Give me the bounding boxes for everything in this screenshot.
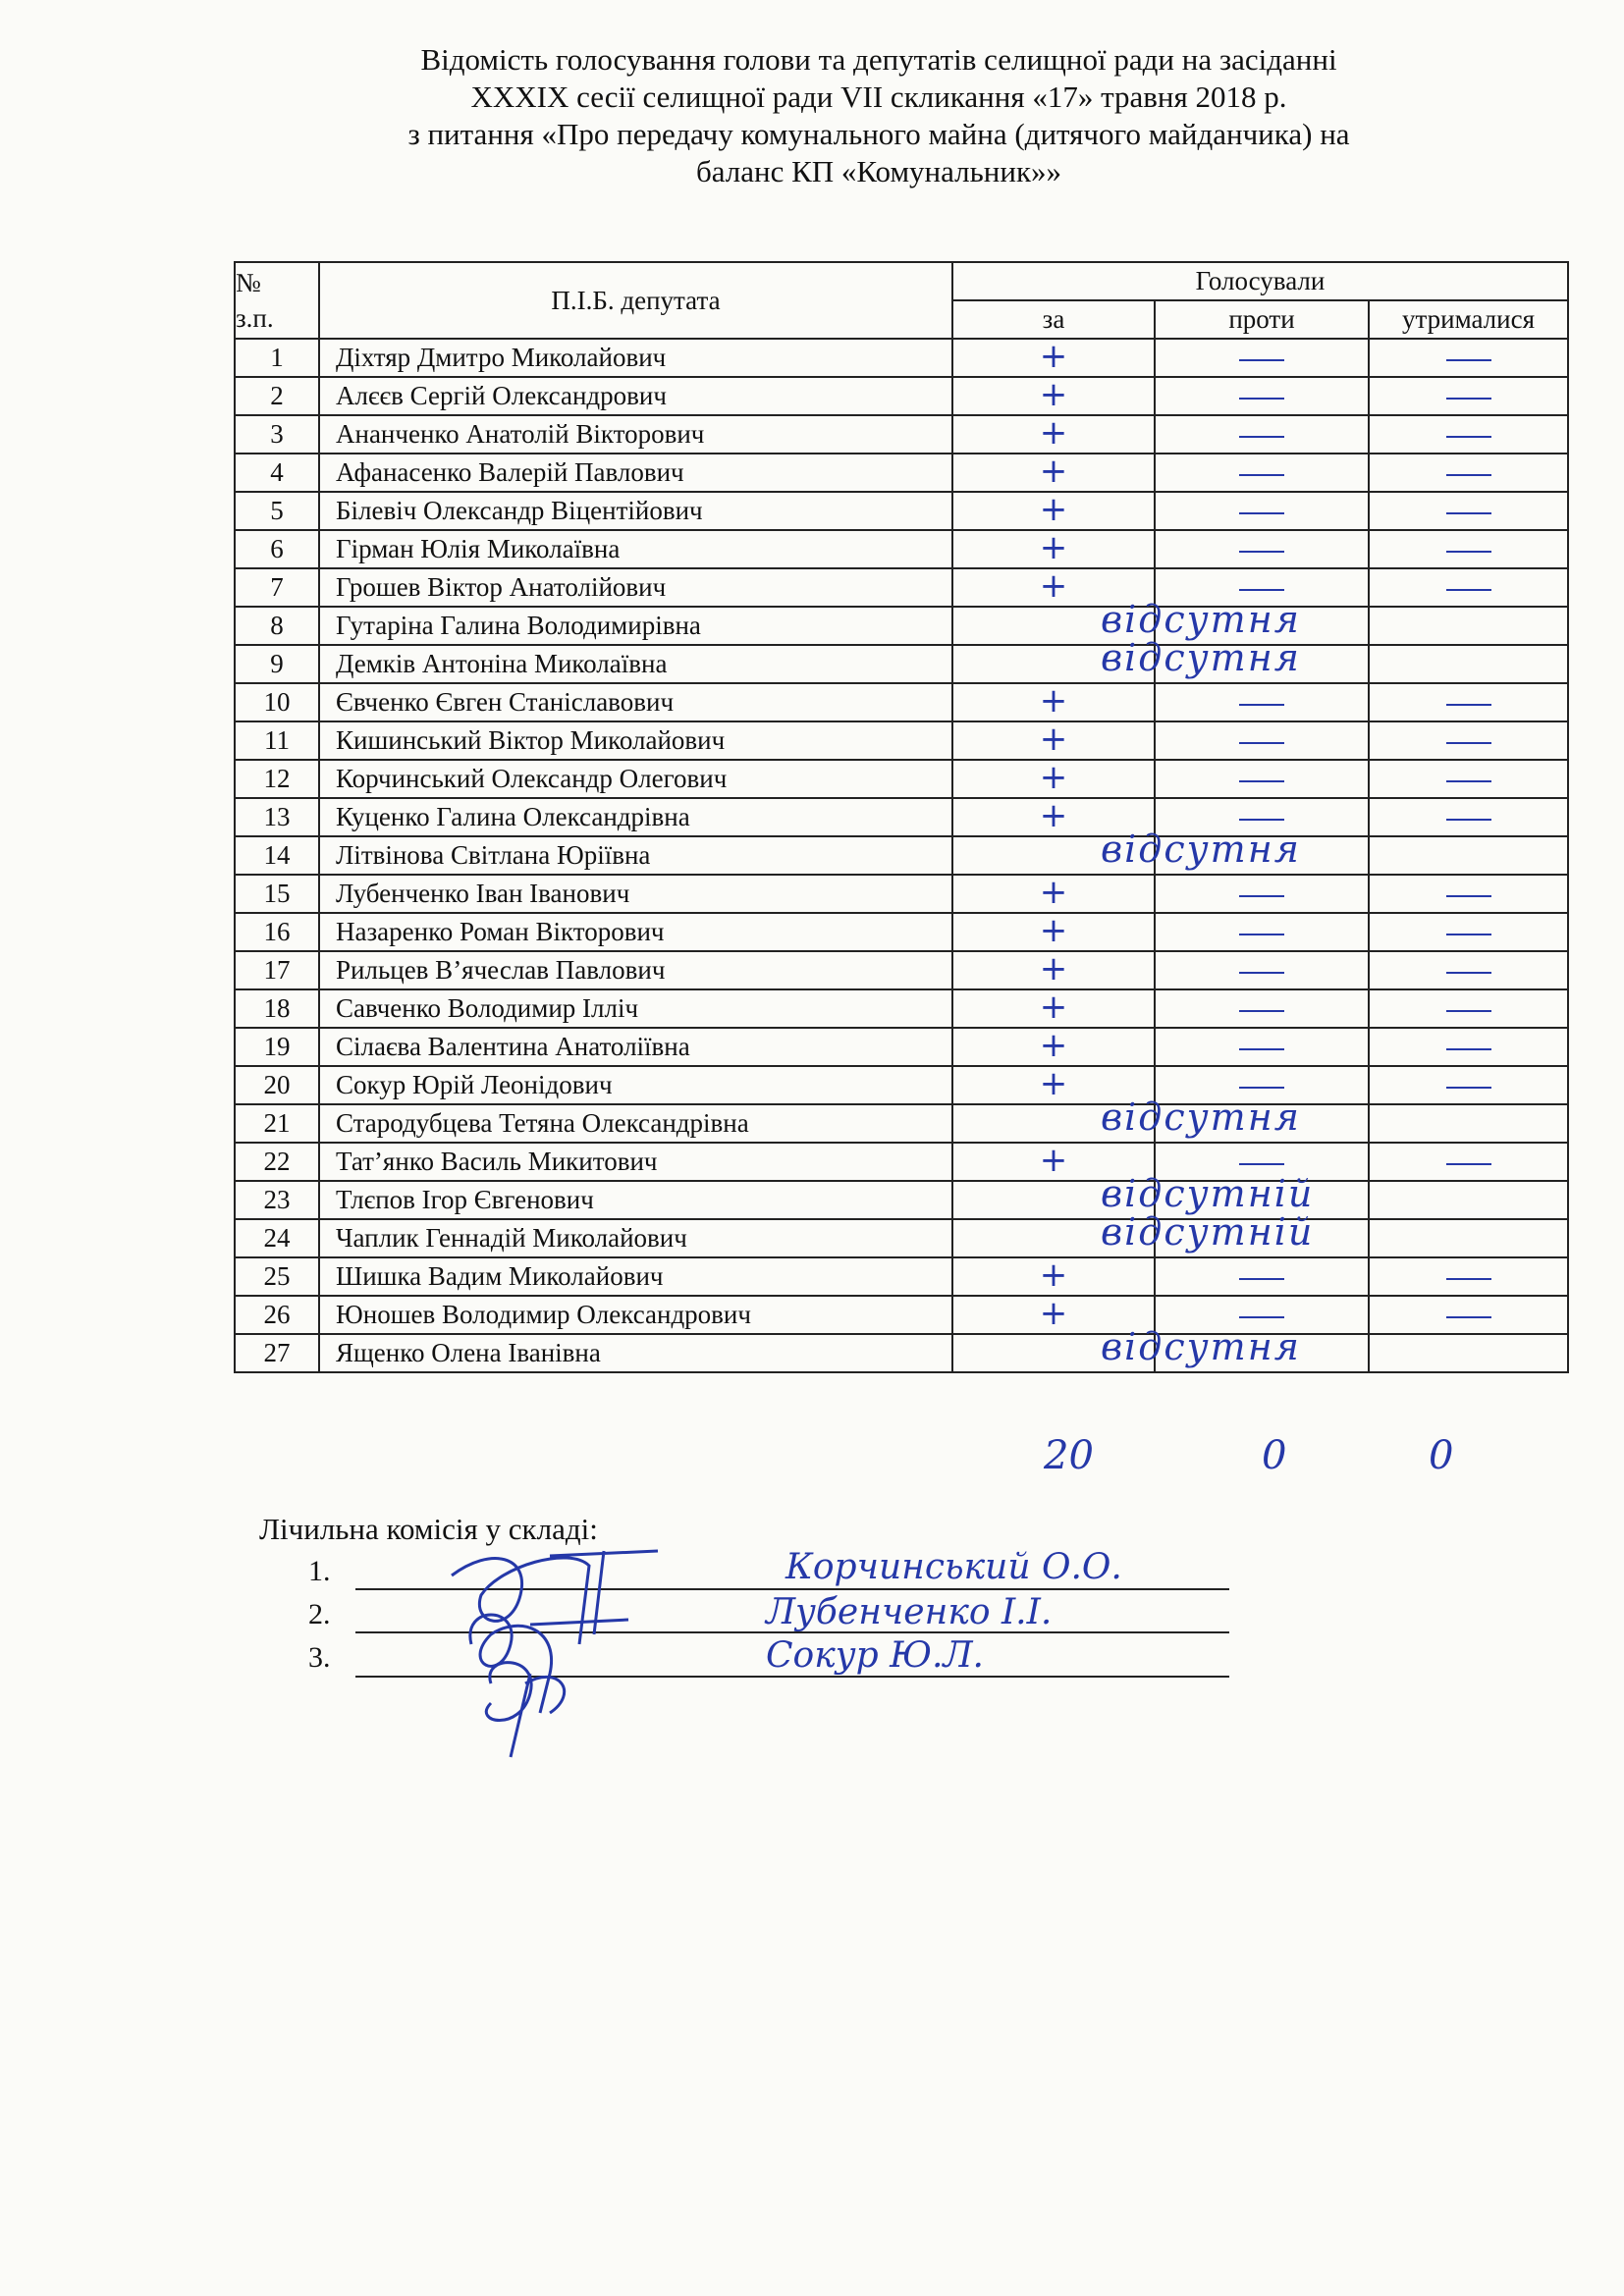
deputy-name: Куценко Галина Олександрівна: [319, 798, 952, 836]
total-za: 20: [1044, 1433, 1094, 1478]
commission-number-2: 2.: [308, 1598, 331, 1630]
title-line-2: XXXIX сесії селищної ради VII скликання «17» травня 2018 р.: [470, 80, 1287, 114]
dash-mark: [1239, 704, 1284, 706]
dash-mark: [1239, 436, 1284, 438]
row-number: 17: [235, 951, 319, 989]
dash-mark: [1446, 436, 1491, 438]
deputy-name: Діхтяр Дмитро Миколайович: [319, 339, 952, 377]
row-number: 4: [235, 454, 319, 492]
vote-cell-proty: [1155, 951, 1369, 989]
row-number: 26: [235, 1296, 319, 1334]
table-row: [235, 1143, 1568, 1181]
header-proty: проти: [1155, 300, 1369, 339]
dash-mark: [1446, 895, 1491, 897]
dash-mark: [1446, 972, 1491, 974]
deputy-name: Тат’янко Василь Микитович: [319, 1143, 952, 1181]
vote-cell-proty: [1155, 1104, 1369, 1143]
table-row: [235, 1257, 1568, 1296]
dash-mark: [1239, 1048, 1284, 1050]
table-row: [235, 760, 1568, 798]
plus-mark: +: [1039, 413, 1068, 453]
plus-mark: +: [1039, 1294, 1068, 1333]
header-name: П.І.Б. депутата: [319, 262, 952, 339]
vote-cell-za: [952, 377, 1155, 415]
dash-mark: [1446, 1316, 1491, 1318]
deputy-name: Чаплик Геннадій Миколайович: [319, 1219, 952, 1257]
row-number: 20: [235, 1066, 319, 1104]
vote-cell-proty: [1155, 836, 1369, 875]
dash-mark: [1239, 1278, 1284, 1280]
table-row: [235, 1104, 1568, 1143]
vote-cell-proty: [1155, 415, 1369, 454]
vote-cell-za: [952, 721, 1155, 760]
plus-mark: +: [1039, 873, 1068, 912]
row-number: 21: [235, 1104, 319, 1143]
deputy-name: Савченко Володимир Ілліч: [319, 989, 952, 1028]
vote-cell-proty: [1155, 1028, 1369, 1066]
table-row: [235, 1296, 1568, 1334]
vote-cell-utrymalysia: [1369, 530, 1568, 568]
vote-cell-za: [952, 1095, 1301, 1143]
vote-cell-utrymalysia: [1369, 1257, 1568, 1296]
vote-cell-za: [952, 1325, 1301, 1372]
title-line-4: баланс КП «Комунальник»»: [695, 154, 1062, 188]
table-row: [235, 875, 1568, 913]
row-number: 15: [235, 875, 319, 913]
vote-cell-za: [952, 760, 1155, 798]
absent-note: відсутня: [1101, 1325, 1301, 1368]
row-number: 3: [235, 415, 319, 454]
deputy-name: Гірман Юлія Миколаївна: [319, 530, 952, 568]
vote-cell-za: [952, 875, 1155, 913]
table-row: [235, 989, 1568, 1028]
vote-cell-proty: [1155, 683, 1369, 721]
dash-mark: [1239, 895, 1284, 897]
table-row: [235, 645, 1568, 683]
deputy-name: Ананченко Анатолій Вікторович: [319, 415, 952, 454]
dash-mark: [1239, 1087, 1284, 1089]
vote-cell-utrymalysia: [1369, 683, 1568, 721]
plus-mark: +: [1039, 337, 1068, 376]
vote-cell-proty: [1155, 989, 1369, 1028]
deputy-name: Стародубцева Тетяна Олександрівна: [319, 1104, 952, 1143]
table-row: [235, 1334, 1568, 1372]
vote-cell-utrymalysia: [1369, 454, 1568, 492]
dash-mark: [1239, 512, 1284, 514]
vote-cell-utrymalysia: [1369, 1181, 1568, 1219]
vote-cell-za: [952, 454, 1155, 492]
table-row: [235, 1028, 1568, 1066]
vote-cell-utrymalysia: [1369, 1104, 1568, 1143]
plus-mark: +: [1039, 1141, 1068, 1180]
deputy-name: Кишинський Віктор Миколайович: [319, 721, 952, 760]
dash-mark: [1446, 1048, 1491, 1050]
plus-mark: +: [1039, 681, 1068, 721]
header-utrymalysia: утрималися: [1369, 300, 1568, 339]
dash-mark: [1239, 474, 1284, 476]
row-number: 7: [235, 568, 319, 607]
plus-mark: +: [1039, 988, 1068, 1027]
table-row: [235, 568, 1568, 607]
vote-cell-utrymalysia: [1369, 1219, 1568, 1257]
dash-mark: [1446, 1010, 1491, 1012]
table-row: [235, 530, 1568, 568]
vote-cell-utrymalysia: [1369, 836, 1568, 875]
table-row: [235, 415, 1568, 454]
deputy-name: Грошев Віктор Анатолійович: [319, 568, 952, 607]
dash-mark: [1239, 1010, 1284, 1012]
vote-cell-utrymalysia: [1369, 951, 1568, 989]
vote-cell-za: [952, 989, 1155, 1028]
vote-cell-utrymalysia: [1369, 339, 1568, 377]
dash-mark: [1446, 704, 1491, 706]
plus-mark: +: [1039, 758, 1068, 797]
deputy-name: Юношев Володимир Олександрович: [319, 1296, 952, 1334]
vote-cell-proty: [1155, 454, 1369, 492]
table-row: [235, 798, 1568, 836]
vote-cell-proty: [1155, 645, 1369, 683]
vote-cell-za: [952, 1028, 1155, 1066]
vote-cell-proty: [1155, 492, 1369, 530]
dash-mark: [1239, 398, 1284, 400]
plus-mark: +: [1039, 452, 1068, 491]
row-number: 8: [235, 607, 319, 645]
row-number: 10: [235, 683, 319, 721]
deputy-name: Демків Антоніна Миколаївна: [319, 645, 952, 683]
absent-note: відсутня: [1101, 828, 1301, 871]
absent-note: відсутня: [1101, 598, 1301, 641]
vote-cell-utrymalysia: [1369, 875, 1568, 913]
deputy-name: Сілаєва Валентина Анатоліївна: [319, 1028, 952, 1066]
absent-note: відсутня: [1101, 1095, 1301, 1139]
vote-cell-proty: [1155, 721, 1369, 760]
deputy-name: Євченко Євген Станіславович: [319, 683, 952, 721]
vote-cell-proty: [1155, 1219, 1369, 1257]
vote-cell-utrymalysia: [1369, 913, 1568, 951]
vote-cell-za: [952, 636, 1301, 683]
vote-cell-za: [952, 339, 1155, 377]
vote-cell-proty: [1155, 913, 1369, 951]
deputy-name: Шишка Вадим Миколайович: [319, 1257, 952, 1296]
dash-mark: [1239, 551, 1284, 553]
deputy-name: Корчинський Олександр Олегович: [319, 760, 952, 798]
table-row: [235, 339, 1568, 377]
handwritten-totals: [0, 1433, 1624, 1492]
header-voted: Голосували: [952, 262, 1568, 300]
plus-mark: +: [1039, 1255, 1068, 1295]
dash-mark: [1446, 934, 1491, 935]
deputy-name: Тлєпов Ігор Євгенович: [319, 1181, 952, 1219]
deputy-name: Гутаріна Галина Володимирівна: [319, 607, 952, 645]
total-proty: 0: [1262, 1433, 1287, 1478]
vote-cell-utrymalysia: [1369, 607, 1568, 645]
plus-mark: +: [1039, 566, 1068, 606]
vote-cell-za: [952, 1210, 1315, 1257]
table-row: [235, 1219, 1568, 1257]
header-number: № з.п.: [235, 262, 319, 339]
row-number: 6: [235, 530, 319, 568]
table-row: [235, 454, 1568, 492]
dash-mark: [1239, 589, 1284, 591]
commission-number-3: 3.: [308, 1641, 331, 1674]
vote-cell-proty: [1155, 377, 1369, 415]
table-row: [235, 492, 1568, 530]
title-line-3: з питання «Про передачу комунального майна (дитячого майданчика) на: [407, 117, 1350, 151]
plus-mark: +: [1039, 528, 1068, 567]
dash-mark: [1446, 512, 1491, 514]
vote-cell-utrymalysia: [1369, 1066, 1568, 1104]
table-row: [235, 683, 1568, 721]
header-za: за: [952, 300, 1155, 339]
document-title: [236, 41, 1522, 190]
vote-cell-za: [952, 913, 1155, 951]
row-number: 9: [235, 645, 319, 683]
dash-mark: [1239, 1163, 1284, 1165]
vote-cell-utrymalysia: [1369, 645, 1568, 683]
absent-note: відсутній: [1101, 1172, 1315, 1215]
vote-cell-proty: [1155, 760, 1369, 798]
vote-cell-proty: [1155, 1257, 1369, 1296]
vote-cell-proty: [1155, 339, 1369, 377]
vote-cell-utrymalysia: [1369, 492, 1568, 530]
dash-mark: [1239, 934, 1284, 935]
row-number: 2: [235, 377, 319, 415]
dash-mark: [1239, 972, 1284, 974]
deputy-name: Літвінова Світлана Юріївна: [319, 836, 952, 875]
vote-cell-utrymalysia: [1369, 568, 1568, 607]
vote-cell-utrymalysia: [1369, 798, 1568, 836]
deputy-name: Сокур Юрій Леонідович: [319, 1066, 952, 1104]
row-number: 16: [235, 913, 319, 951]
commission-name-1: Корчинський О.О.: [785, 1547, 1122, 1587]
vote-cell-utrymalysia: [1369, 1028, 1568, 1066]
table-row: [235, 1066, 1568, 1104]
vote-cell-proty: [1155, 1334, 1369, 1372]
table-row: [235, 1181, 1568, 1219]
vote-cell-za: [952, 415, 1155, 454]
plus-mark: +: [1039, 796, 1068, 835]
vote-cell-za: [952, 492, 1155, 530]
table-row: [235, 836, 1568, 875]
table-row: [235, 721, 1568, 760]
vote-cell-utrymalysia: [1369, 989, 1568, 1028]
row-number: 23: [235, 1181, 319, 1219]
row-number: 25: [235, 1257, 319, 1296]
plus-mark: +: [1039, 949, 1068, 988]
commission-number-1: 1.: [308, 1555, 331, 1587]
commission-name-3: Сокур Ю.Л.: [766, 1635, 984, 1676]
absent-note: відсутня: [1101, 636, 1301, 679]
table-row: [235, 913, 1568, 951]
deputy-name: Назаренко Роман Вікторович: [319, 913, 952, 951]
vote-cell-utrymalysia: [1369, 377, 1568, 415]
total-utrymalysia: 0: [1429, 1433, 1454, 1478]
vote-cell-za: [952, 1257, 1155, 1296]
dash-mark: [1446, 819, 1491, 821]
table-row: [235, 607, 1568, 645]
deputy-name: Рильцев В’ячеслав Павлович: [319, 951, 952, 989]
title-line-1: Відомість голосування голови та депутатів селищної ради на засіданні: [420, 42, 1337, 77]
vote-cell-utrymalysia: [1369, 1143, 1568, 1181]
vote-cell-utrymalysia: [1369, 721, 1568, 760]
deputy-name: Лубенченко Іван Іванович: [319, 875, 952, 913]
plus-mark: +: [1039, 720, 1068, 759]
plus-mark: +: [1039, 911, 1068, 950]
absent-note: відсутній: [1101, 1210, 1315, 1254]
row-number: 22: [235, 1143, 319, 1181]
commission-name-2: Лубенченко І.І.: [766, 1592, 1053, 1632]
dash-mark: [1446, 1163, 1491, 1165]
vote-cell-utrymalysia: [1369, 1334, 1568, 1372]
handwritten-signatures: [432, 1536, 727, 1762]
dash-mark: [1239, 780, 1284, 782]
plus-mark: +: [1039, 375, 1068, 414]
dash-mark: [1446, 398, 1491, 400]
plus-mark: +: [1039, 490, 1068, 529]
row-number: 5: [235, 492, 319, 530]
vote-cell-za: [952, 683, 1155, 721]
table-row: [235, 377, 1568, 415]
table-row: [235, 951, 1568, 989]
row-number: 13: [235, 798, 319, 836]
row-number: 27: [235, 1334, 319, 1372]
commission-label: Лічильна комісія у складі:: [259, 1512, 598, 1546]
row-number: 11: [235, 721, 319, 760]
dash-mark: [1446, 780, 1491, 782]
voting-table: [234, 261, 1569, 1373]
vote-cell-za: [952, 828, 1301, 875]
dash-mark: [1239, 1316, 1284, 1318]
dash-mark: [1446, 742, 1491, 744]
deputy-name: Алєєв Сергій Олександрович: [319, 377, 952, 415]
dash-mark: [1239, 742, 1284, 744]
dash-mark: [1446, 1087, 1491, 1089]
deputy-name: Ященко Олена Іванівна: [319, 1334, 952, 1372]
vote-cell-proty: [1155, 875, 1369, 913]
row-number: 1: [235, 339, 319, 377]
row-number: 18: [235, 989, 319, 1028]
dash-mark: [1239, 819, 1284, 821]
vote-cell-za: [952, 530, 1155, 568]
row-number: 12: [235, 760, 319, 798]
deputy-name: Білевіч Олександр Віцентійович: [319, 492, 952, 530]
dash-mark: [1446, 1278, 1491, 1280]
vote-cell-utrymalysia: [1369, 760, 1568, 798]
dash-mark: [1239, 359, 1284, 361]
row-number: 14: [235, 836, 319, 875]
plus-mark: +: [1039, 1026, 1068, 1065]
plus-mark: +: [1039, 1064, 1068, 1103]
dash-mark: [1446, 359, 1491, 361]
vote-cell-proty: [1155, 530, 1369, 568]
row-number: 19: [235, 1028, 319, 1066]
dash-mark: [1446, 589, 1491, 591]
dash-mark: [1446, 474, 1491, 476]
row-number: 24: [235, 1219, 319, 1257]
deputy-name: Афанасенко Валерій Павлович: [319, 454, 952, 492]
vote-cell-za: [952, 951, 1155, 989]
vote-cell-utrymalysia: [1369, 1296, 1568, 1334]
vote-cell-utrymalysia: [1369, 415, 1568, 454]
dash-mark: [1446, 551, 1491, 553]
